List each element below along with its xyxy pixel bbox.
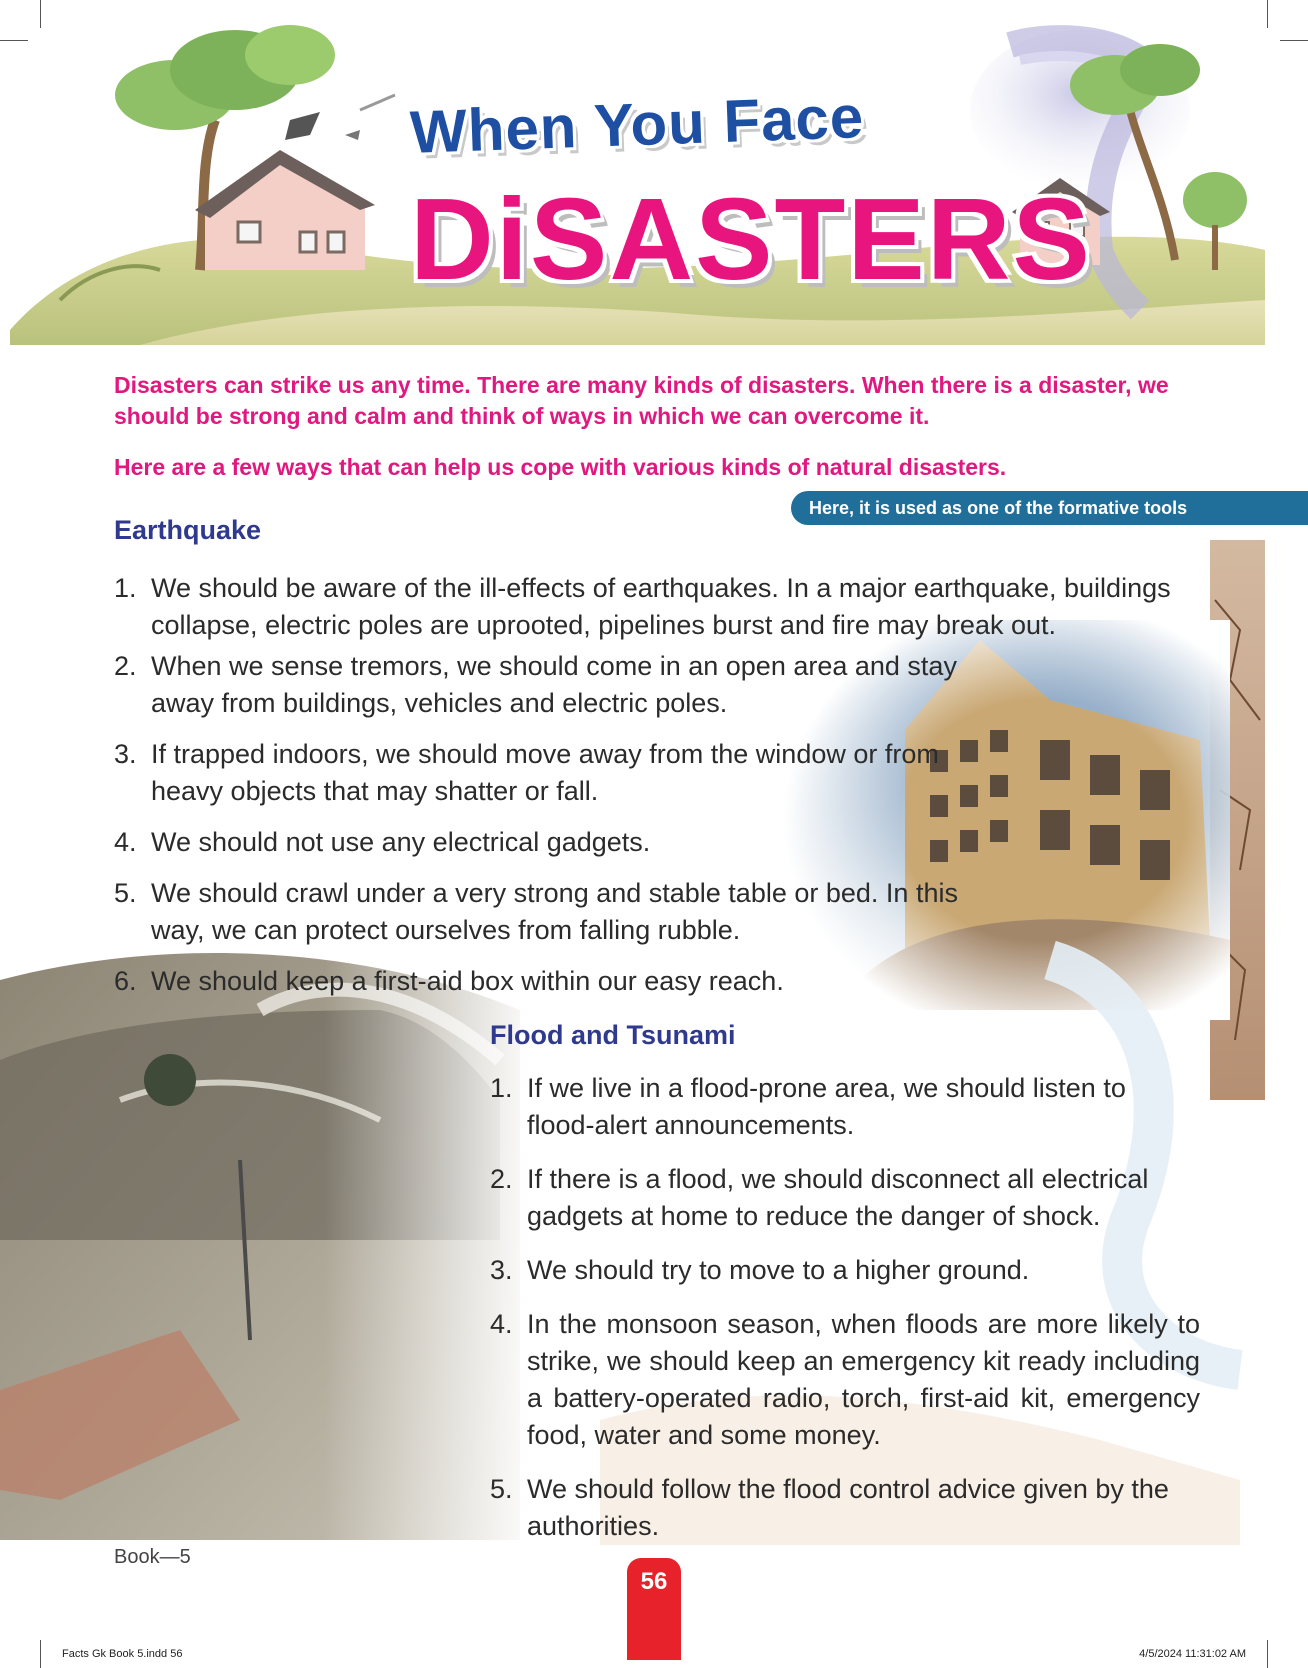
list-item [490, 1070, 1200, 1144]
list-item-text: In the monsoon season, when floods are more likely to strike, we should keep an emergency kit ready including a battery-operated radio, torch, first-aid kit, emergency food, water and some money. [527, 1309, 1200, 1450]
print-slug-file: Facts Gk Book 5.indd 56 [62, 1648, 183, 1660]
list-item-number: 3. [114, 739, 137, 769]
list-item-text: If there is a flood, we should disconnect all electrical gadgets at home to reduce the danger of shock. [527, 1164, 1149, 1231]
formative-tools-banner: Here, it is used as one of the formative tools [791, 491, 1308, 525]
list-item-text: If we live in a flood-prone area, we should listen to flood-alert announcements. [527, 1073, 1126, 1140]
flood-list [490, 1070, 1200, 1545]
crop-mark [40, 1640, 41, 1668]
list-item-number: 5. [114, 878, 137, 908]
list-item-number: 3. [490, 1255, 513, 1285]
page-number: 56 [627, 1558, 681, 1660]
page-title-line1: When You Face [408, 83, 866, 166]
list-item-text: We should keep a first-aid box within our easy reach. [151, 966, 784, 996]
book-label: Book—5 [114, 1546, 191, 1568]
list-item [114, 824, 971, 861]
print-slug-date: 4/5/2024 11:31:02 AM [1139, 1648, 1246, 1660]
list-item-text: We should try to move to a higher ground. [527, 1255, 1030, 1285]
list-item-text: We should not use any electrical gadgets. [151, 827, 651, 857]
list-item-number: 2. [490, 1164, 513, 1194]
list-item-number: 6. [114, 966, 137, 996]
intro-paragraph: Disasters can strike us any time. There are many kinds of disasters. When there is a disaster, we should be strong and calm and think of ways in which we can overcome it. [114, 372, 1169, 429]
list-item [114, 570, 1214, 644]
crop-mark [1267, 1640, 1268, 1668]
list-item-number: 2. [114, 651, 137, 681]
list-item [114, 648, 991, 722]
list-item [490, 1252, 1200, 1289]
list-item [490, 1306, 1200, 1454]
list-item-number: 1. [114, 573, 137, 603]
list-item-number: 4. [114, 827, 137, 857]
earthquake-list [114, 570, 1214, 1000]
section-heading-flood: Flood and Tsunami [490, 1020, 736, 1050]
list-item-number: 4. [490, 1309, 513, 1339]
list-item-number: 1. [490, 1073, 513, 1103]
list-item [490, 1471, 1200, 1545]
list-item-text: When we sense tremors, we should come in an open area and stay away from buildings, vehicles and electric poles. [151, 651, 957, 718]
list-item-number: 5. [490, 1474, 513, 1504]
list-item [114, 736, 971, 810]
list-item [490, 1161, 1200, 1235]
section-heading-earthquake: Earthquake [114, 515, 262, 545]
list-item-text: We should crawl under a very strong and stable table or bed. In this way, we can protect ourselves from falling rubble. [151, 878, 958, 945]
list-item [114, 875, 996, 949]
list-item [114, 963, 971, 1000]
list-item-text: If trapped indoors, we should move away from the window or from heavy objects that may shatter or fall. [151, 739, 939, 806]
list-item-text: We should follow the flood control advice given by the authorities. [527, 1474, 1169, 1541]
list-item-text: We should be aware of the ill-effects of earthquakes. In a major earthquake, buildings collapse, electric poles are uprooted, pipelines burst and fire may break out. [151, 573, 1171, 640]
page-title-line2: DiSASTERS [410, 174, 1092, 304]
intro-paragraph: Here are a few ways that can help us cope with various kinds of natural disasters. [114, 454, 1007, 480]
